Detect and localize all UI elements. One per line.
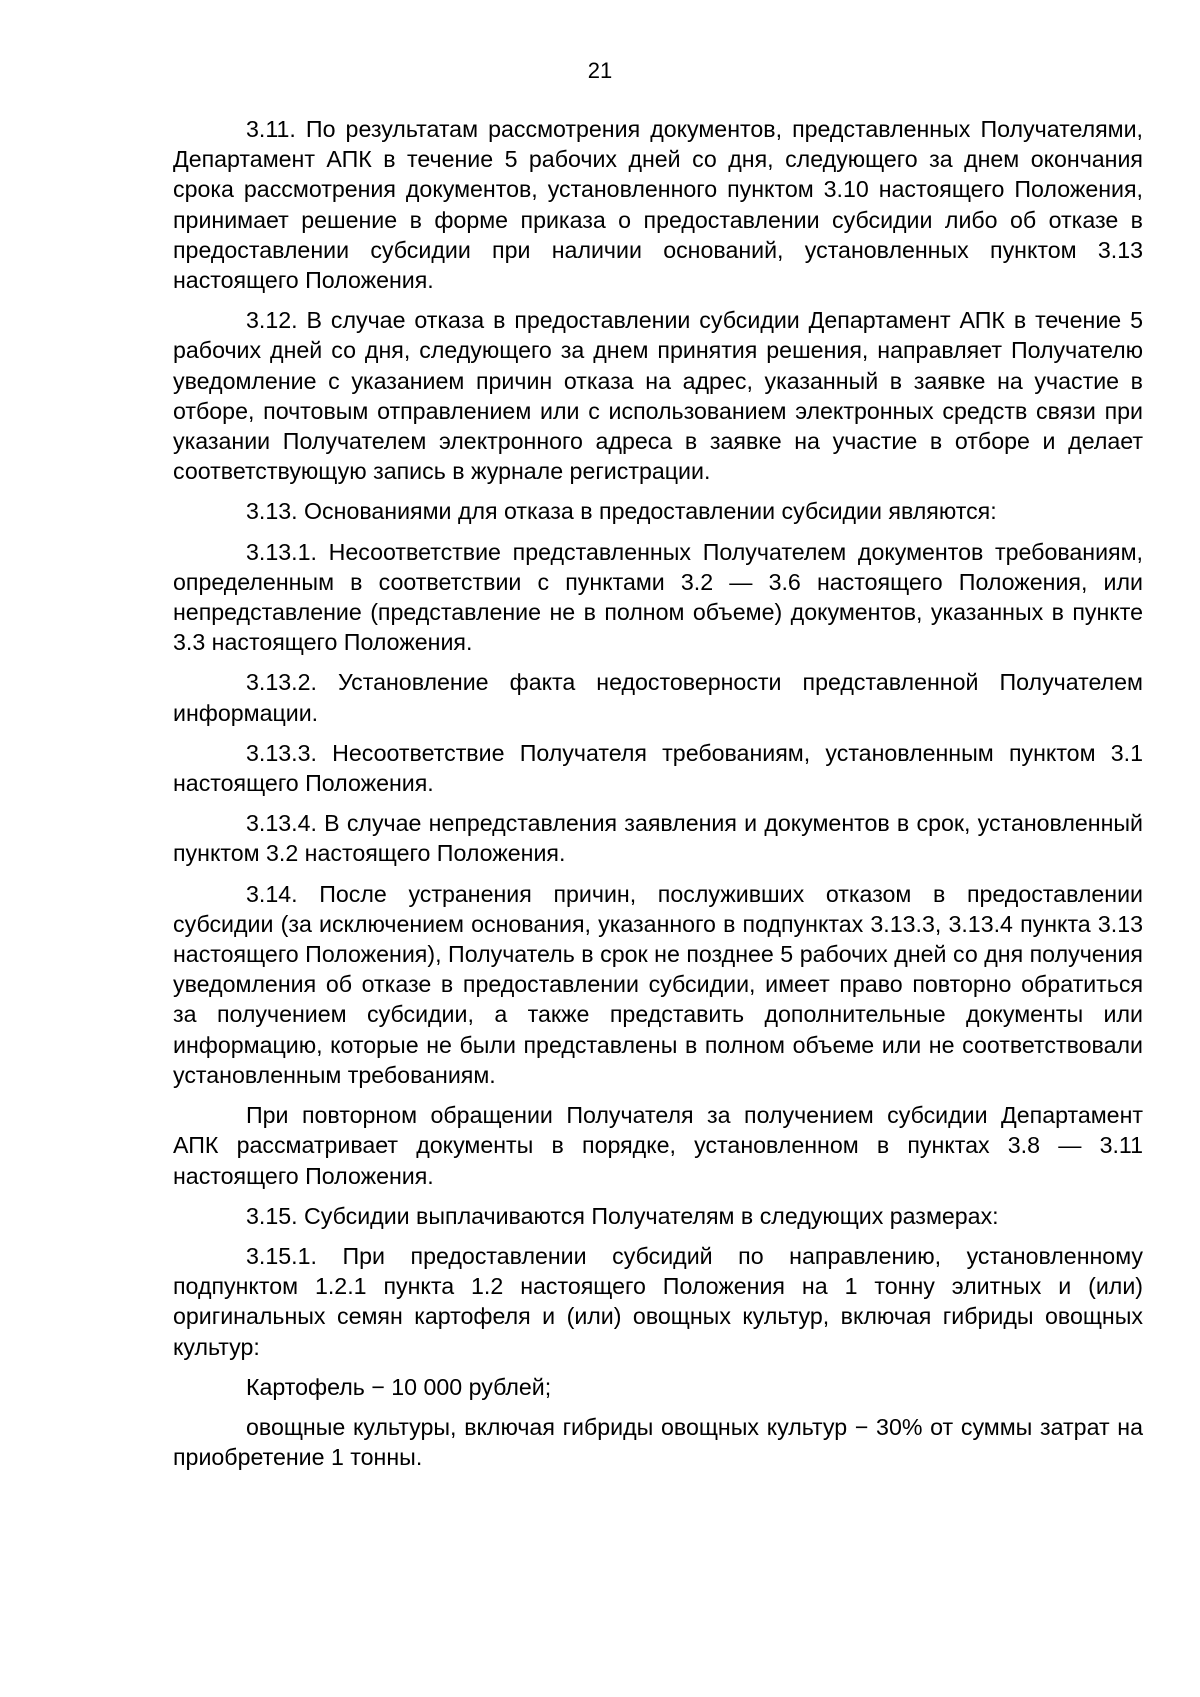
paragraph-3-15-1: 3.15.1. При предоставлении субсидий по направлению, установленному подпунктом 1.2.1 пункта 1.2 настоящего Положения на 1 тонну элитных и (или) оригинальных семян картофеля и (или) овощных культур, включая гибриды овощных культур: — [173, 1242, 1143, 1360]
paragraph-3-13: 3.13. Основаниями для отказа в предоставлении субсидии являются: — [246, 498, 997, 525]
paragraph-3-12: 3.12. В случае отказа в предоставлении субсидии Департамент АПК в течение 5 рабочих дней со дня, следующего за днем принятия решения, направляет Получателю уведомление с указанием причин отказа на адрес, указанный в заявке на участие в отборе, почтовым отправлением или с использованием электронных средств связи при указании Получателем электронного адреса в заявке на участие в отборе и делает соответствующую запись в журнале регистрации. — [173, 307, 1143, 485]
paragraph-repeat-request: При повторном обращении Получателя за получением субсидии Департамент АПК рассматривает документы в порядке, установленном в пунктах 3.8 — 3.11 настоящего Положения. — [173, 1102, 1143, 1189]
paragraph-3-11: 3.11. По результатам рассмотрения документов, представленных Получателями, Департамент АПК в течение 5 рабочих дней со дня, следующего за днем окончания срока рассмотрения документов, установленного пунктом 3.10 настоящего Положения, принимает решение в форме приказа о предоставлении субсидии либо об отказе в предоставлении субсидии при наличии оснований, установленных пунктом 3.13 настоящего Положения. — [173, 116, 1143, 294]
paragraph-vegetable-rate: овощные культуры, включая гибриды овощных культур − 30% от суммы затрат на приобретение 1 тонны. — [173, 1413, 1143, 1471]
paragraph-3-13-4: 3.13.4. В случае непредставления заявления и документов в срок, установленный пунктом 3.2 настоящего Положения. — [173, 810, 1143, 867]
document-body — [173, 114, 1143, 1482]
paragraph-3-15: 3.15. Субсидии выплачиваются Получателям в следующих размерах: — [246, 1202, 999, 1229]
page-number: 21 — [587, 58, 613, 83]
paragraph-3-13-2: 3.13.2. Установление факта недостоверности представленной Получателем информации. — [173, 669, 1143, 726]
paragraph-potato-rate: Картофель − 10 000 рублей; — [246, 1373, 552, 1400]
paragraph-3-13-1: 3.13.1. Несоответствие представленных Получателем документов требованиям, определенным в соответствии с пунктами 3.2 — 3.6 настоящего Положения, или непредставление (представление не в полном объеме) документов, указанных в пункте 3.3 настоящего Положения. — [173, 538, 1143, 656]
paragraph-3-14: 3.14. После устранения причин, послуживших отказом в предоставлении субсидии (за исключением основания, указанного в подпунктах 3.13.3, 3.13.4 пункта 3.13 настоящего Положения), Получатель в срок не позднее 5 рабочих дней со дня получения уведомления об отказе в предоставлении субсидии, имеет право повторно обратиться за получением субсидии, а также представить дополнительные документы или информацию, которые не были представлены в полном объеме или не соответствовали установленным требованиям. — [173, 880, 1143, 1088]
paragraph-3-13-3: 3.13.3. Несоответствие Получателя требованиям, установленным пунктом 3.1 настоящего Положения. — [173, 739, 1143, 797]
